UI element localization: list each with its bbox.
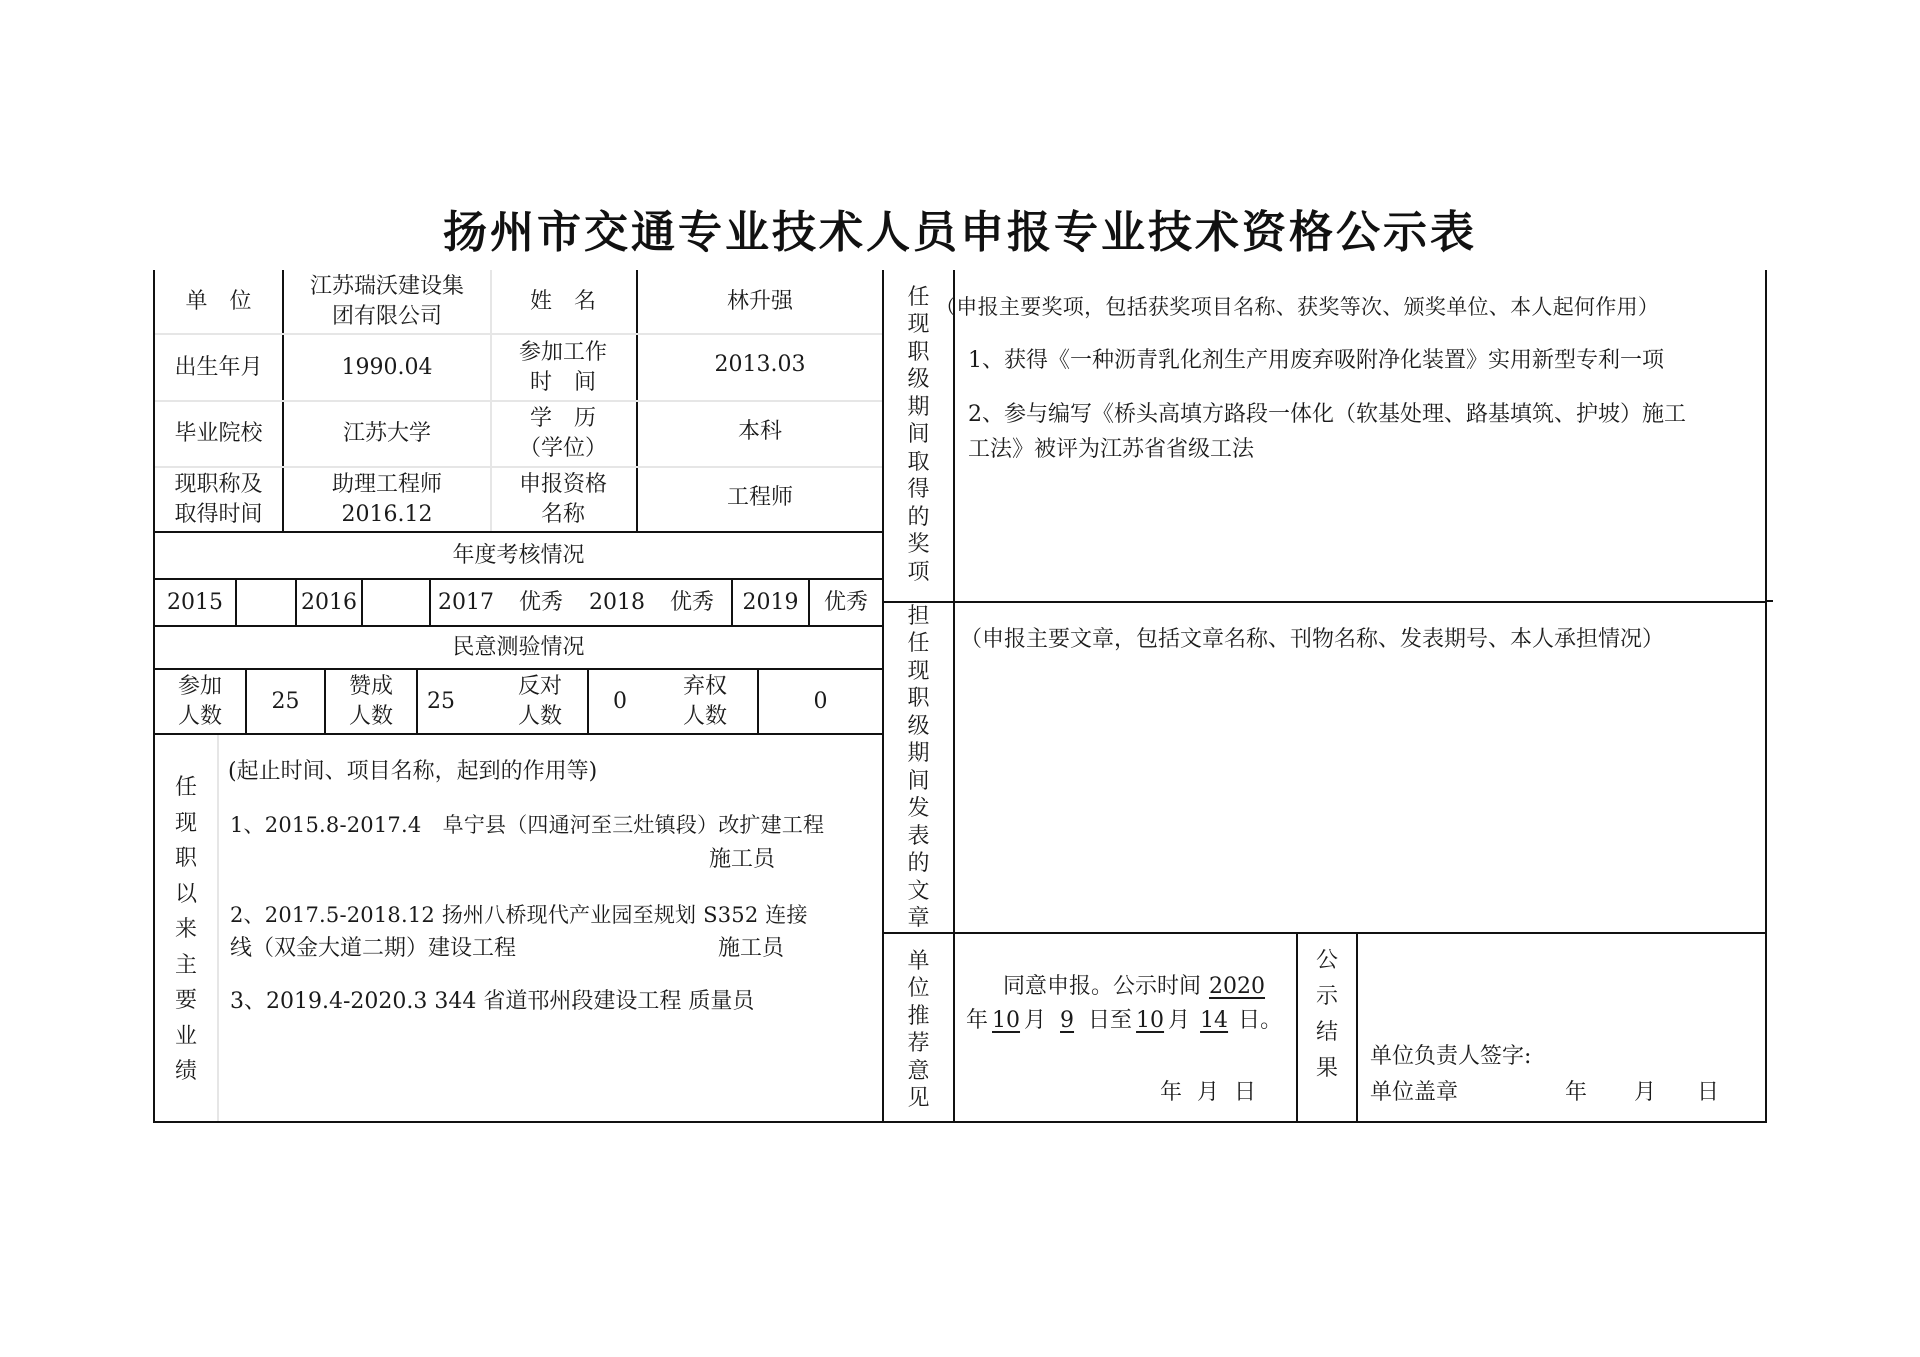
seal-month-label: 月 [1634,1080,1657,1105]
label-char: 职 [907,686,930,711]
label-char: 推 [907,1003,930,1029]
participants-value: 25 [271,688,300,714]
education-value: 本科 [737,419,782,444]
oppose-label [500,670,580,733]
articles-label [884,603,953,932]
label-char: 取 [907,449,930,475]
recommendation-line1 [1003,972,1265,1002]
year-2018: 2018 [589,589,645,615]
apply-label [490,468,636,531]
current-title-label-line1: 现职称及 [174,471,263,497]
month-suffix: 月 [1024,1008,1047,1033]
label-char: 主 [174,952,197,978]
work-start-label [490,335,636,400]
label-char: 单 [907,948,930,974]
recommendation-prefix: 同意申报。公示时间 [1003,974,1202,999]
annual-review-header: 年度考核情况 [452,542,585,568]
work-start-label-line2: 时 间 [529,369,596,395]
label-char: 要 [174,988,197,1014]
start-month: 10 [992,1008,1021,1033]
label-char: 担 [907,603,930,629]
unit-value-line1: 江苏瑞沃建设集 [309,273,464,299]
label-char: 表 [907,823,930,849]
label-char: 来 [174,917,197,943]
performance-item-2-role: 施工员 [718,936,785,961]
articles-hint: （申报主要文章，包括文章名称、刊物名称、发表期号、本人承担情况） [960,627,1665,652]
label-char: 期 [907,394,930,420]
awards-item-2: 2、参与编写《桥头高填方路段一体化（软基处理、路基填筑、护坡）施工 [968,402,1686,427]
end-suffix: 日。 [1238,1008,1283,1033]
participants-label-line1: 参加 [177,673,222,699]
approve-value: 25 [427,688,455,714]
label-char: 间 [907,422,930,448]
year-2019: 2019 [742,589,799,615]
apply-label-line1: 申报资格 [518,471,607,497]
approve-label-line1: 赞成 [348,673,393,699]
label-char: 项 [907,559,930,585]
participants-label-line2: 人数 [177,703,222,729]
label-char: 职 [174,846,197,872]
seal-year-label: 年 [1565,1080,1588,1105]
name-value: 林升强 [726,288,793,314]
label-char: 级 [907,713,930,739]
label-char: 示 [1315,984,1338,1009]
oppose-label-line2: 人数 [517,703,562,729]
unit-value [284,270,490,333]
performance-label [155,770,217,1090]
year-suffix: 年 [966,1008,989,1033]
label-char: 现 [174,810,197,836]
current-title-value [284,468,490,531]
current-title-value-line1: 助理工程师 [331,471,442,497]
label-char: 结 [1315,1020,1338,1045]
abstain-label-line1: 弃权 [682,673,727,699]
end-day: 14 [1200,1008,1229,1033]
label-char: 任 [174,775,197,801]
performance-item-2-line2: 线（双金大道二期）建设工程 [230,936,517,961]
label-char: 荐 [907,1031,930,1056]
public-year: 2020 [1209,974,1266,999]
label-char: 现 [907,312,930,338]
year-2016: 2016 [301,589,357,615]
day-to: 日至 [1088,1008,1133,1033]
awards-item-1: 1、获得《一种沥青乳化剂生产用废弃吸附净化装置》实用新型专利一项 [968,348,1664,373]
label-char: 的 [907,851,930,876]
unit-value-line2: 团有限公司 [331,303,442,329]
awards-item-2-cont: 工法》被评为江苏省省级工法 [968,437,1255,462]
current-title-label-line2: 取得时间 [174,501,263,527]
result-2015 [237,580,295,625]
label-char: 业 [174,1023,197,1049]
label-char: 间 [907,768,930,794]
result-2018: 优秀 [669,589,714,615]
label-char: 文 [907,878,930,904]
current-title-label [155,468,282,531]
participants-label [155,670,245,733]
seal-label: 单位盖章 [1370,1080,1459,1105]
birth-value: 1990.04 [341,354,433,380]
apply-label-line2: 名称 [540,501,585,527]
public-result-label [1298,945,1356,1085]
signature-label: 单位负责人签字: [1370,1044,1532,1069]
name-label: 姓 名 [529,288,596,314]
oppose-value: 0 [613,688,627,714]
label-char: 期 [907,741,930,766]
label-char: 级 [907,367,930,393]
label-char: 公 [1315,948,1338,973]
school-label: 毕业院校 [174,421,263,446]
abstain-label [665,670,745,733]
education-label [490,402,636,466]
label-char: 任 [907,631,930,656]
performance-item-1: 1、2015.8-2017.4 阜宁县（四通河至三灶镇段）改扩建工程 [230,813,825,837]
label-char: 发 [907,796,930,821]
label-char: 得 [907,477,930,503]
label-char: 的 [907,504,930,530]
awards-hint: （申报主要奖项，包括获奖项目名称、获奖等次、颁奖单位、本人起何作用） [935,295,1660,319]
label-char: 见 [907,1086,930,1111]
oppose-label-line1: 反对 [517,673,562,699]
work-start-value: 2013.03 [714,352,806,377]
approve-label-line2: 人数 [348,703,393,729]
education-label-line1: 学 历 [529,406,596,431]
result-2016 [363,580,429,625]
current-title-value-line2: 2016.12 [341,501,433,527]
label-char: 以 [174,881,197,907]
label-char: 现 [907,658,930,684]
seal-day-label: 日 [1697,1080,1720,1105]
performance-item-3: 3、2019.4-2020.3 344 省道邗州段建设工程 质量员 [230,989,755,1014]
end-month: 10 [1136,1008,1165,1033]
unit-label: 单 位 [185,288,252,314]
abstain-value: 0 [813,688,828,714]
recommendation-date: 年 月 日 [1160,1080,1256,1105]
result-2017: 优秀 [518,589,563,615]
performance-item-2: 2、2017.5-2018.12 扬州八桥现代产业园至规划 S352 连接 [230,903,808,927]
approve-label [326,670,416,733]
label-char: 职 [907,339,930,365]
year-2017: 2017 [438,589,494,615]
label-char: 任 [907,284,930,310]
label-char: 意 [907,1058,930,1084]
month-suffix: 月 [1168,1008,1191,1033]
label-char: 果 [1315,1056,1338,1081]
label-char: 章 [907,906,930,931]
start-day: 9 [1060,1008,1075,1033]
performance-hint: (起止时间、项目名称，起到的作用等) [228,759,598,784]
abstain-label-line2: 人数 [682,703,727,729]
label-char: 奖 [907,532,930,558]
education-label-line2: （学位） [518,436,607,461]
performance-item-1-role: 施工员 [709,847,776,872]
apply-value: 工程师 [726,485,793,510]
birth-label: 出生年月 [174,354,263,380]
awards-label [884,280,953,590]
label-char: 绩 [174,1059,197,1085]
work-start-label-line1: 参加工作 [518,339,607,365]
page-title: 扬州市交通专业技术人员申报专业技术资格公示表 [443,207,1477,258]
result-2019: 优秀 [823,589,868,615]
recommendation-line2 [966,1006,1282,1036]
label-char: 位 [907,976,930,1001]
recommendation-label [884,945,953,1115]
school-value: 江苏大学 [342,421,431,446]
year-2015: 2015 [167,589,223,615]
opinion-survey-header: 民意测验情况 [452,634,585,660]
